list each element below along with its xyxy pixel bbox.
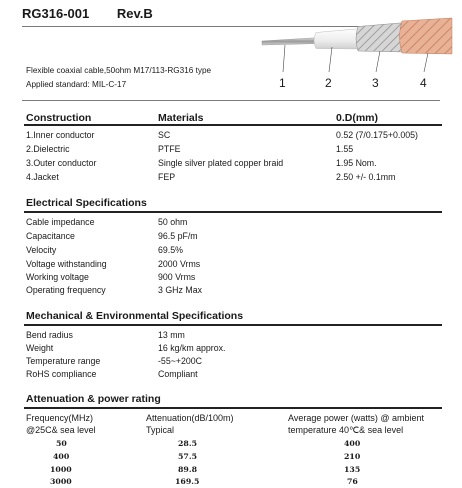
electrical-row: [26, 245, 442, 257]
spec-label: RoHS compliance: [26, 369, 97, 379]
electrical-row: [26, 259, 442, 271]
construction-material: PTFE: [158, 144, 181, 154]
frequency-value: 400: [53, 452, 70, 461]
power-value: 76: [347, 477, 358, 486]
spec-value: 50 ohm: [158, 217, 188, 227]
spec-label: Working voltage: [26, 272, 89, 282]
construction-od: 1.55: [336, 144, 354, 154]
mechanical-row: [26, 369, 442, 381]
spec-label: Capacitance: [26, 231, 75, 241]
frequency-value: 3000: [50, 477, 72, 486]
power-value: 210: [344, 452, 361, 461]
spec-value: 900 Vrms: [158, 272, 196, 282]
construction-material: FEP: [158, 172, 176, 182]
frequency-header-line: Frequency(MHz): [26, 413, 94, 423]
attenuation-value: 89.8: [178, 465, 197, 474]
spec-label: Operating frequency: [26, 285, 106, 295]
construction-od: 2.50 +/- 0.1mm: [336, 172, 396, 182]
construction-row: [26, 158, 442, 170]
materials-heading: Materials: [158, 112, 204, 124]
revision-label: Rev.B: [116, 6, 153, 21]
part-number: RG316-001: [22, 6, 90, 21]
callout-2: 2: [325, 76, 332, 90]
construction-item: 2.Dielectric: [26, 144, 70, 154]
callout-1: 1: [279, 76, 286, 90]
spec-label: Cable impedance: [26, 217, 95, 227]
construction-row: [26, 130, 442, 142]
spec-value: 13 mm: [158, 330, 185, 340]
spec-value: -55~+200C: [158, 356, 203, 366]
mechanical-row: [26, 330, 442, 342]
spec-value: 96.5 pF/m: [158, 231, 198, 241]
spec-label: Voltage withstanding: [26, 259, 107, 269]
spec-label: Temperature range: [26, 356, 101, 366]
attenuation-value: 57.5: [178, 452, 197, 461]
cable-cutaway-diagram: [258, 22, 454, 96]
inner-conductor-shape: [262, 38, 320, 46]
construction-item: 3.Outer conductor: [26, 158, 97, 168]
attenuation-value: 28.5: [178, 439, 197, 448]
attenuation-rule: [24, 407, 442, 409]
spec-value: 2000 Vrms: [158, 259, 201, 269]
applied-standard: Applied standard: MIL-C-17: [26, 80, 127, 89]
attenuation-header-line: Attenuation(dB/100m): [146, 413, 234, 423]
frequency-column-header: [26, 413, 96, 436]
construction-od: 0.52 (7/0.175+0.005): [336, 130, 418, 140]
spec-label: Weight: [26, 343, 54, 353]
spec-value: Compliant: [158, 369, 198, 379]
frequency-value: 50: [56, 439, 67, 448]
od-heading: 0.D(mm): [336, 112, 379, 124]
attenuation-header-line: Typical: [146, 424, 175, 435]
attenuation-value: 169.5: [175, 477, 200, 486]
power-header-line: temperature 40℃& sea level: [288, 424, 404, 435]
mechanical-rule: [24, 324, 442, 326]
callout-4: 4: [420, 76, 427, 90]
jacket-shape: [400, 18, 453, 54]
power-column-header: [288, 413, 424, 436]
construction-item: 1.Inner conductor: [26, 130, 95, 140]
power-header-line: Average power (watts) @ ambient: [288, 413, 425, 423]
construction-row: [26, 172, 442, 184]
cable-description: Flexible coaxial cable,50ohm M17/113-RG316 type: [26, 66, 212, 75]
intro-divider: [22, 100, 440, 101]
dielectric-shape: [314, 29, 362, 50]
electrical-row: [26, 272, 442, 284]
spec-value: 3 GHz Max: [158, 285, 202, 295]
frequency-value: 1000: [50, 465, 72, 474]
construction-row: [26, 144, 442, 156]
spec-value: 16 kg/km approx.: [158, 343, 226, 353]
construction-material: SC: [158, 130, 171, 140]
spec-label: Velocity: [26, 245, 57, 255]
mechanical-row: [26, 356, 442, 368]
construction-material: Single silver plated copper braid: [158, 158, 284, 168]
construction-heading: Construction: [26, 112, 92, 124]
electrical-rule: [24, 211, 442, 213]
electrical-row: [26, 285, 442, 297]
callout-3: 3: [372, 76, 379, 90]
construction-item: 4.Jacket: [26, 172, 59, 182]
document-header: [22, 6, 153, 21]
construction-rule: [24, 124, 442, 126]
spec-label: Bend radius: [26, 330, 73, 340]
spec-value: 69.5%: [158, 245, 183, 255]
mechanical-heading: Mechanical & Environmental Specifications: [26, 310, 244, 322]
electrical-row: [26, 231, 442, 243]
braid-shape: [356, 23, 406, 53]
construction-od: 1.95 Nom.: [336, 158, 377, 168]
frequency-header-line: @25C& sea level: [26, 424, 96, 435]
power-value: 135: [344, 465, 361, 474]
power-value: 400: [344, 439, 361, 448]
mechanical-row: [26, 343, 442, 355]
attenuation-heading: Attenuation & power rating: [26, 393, 161, 405]
electrical-row: [26, 217, 442, 229]
electrical-heading: Electrical Specifications: [26, 197, 147, 209]
attenuation-column-header: [146, 413, 234, 436]
